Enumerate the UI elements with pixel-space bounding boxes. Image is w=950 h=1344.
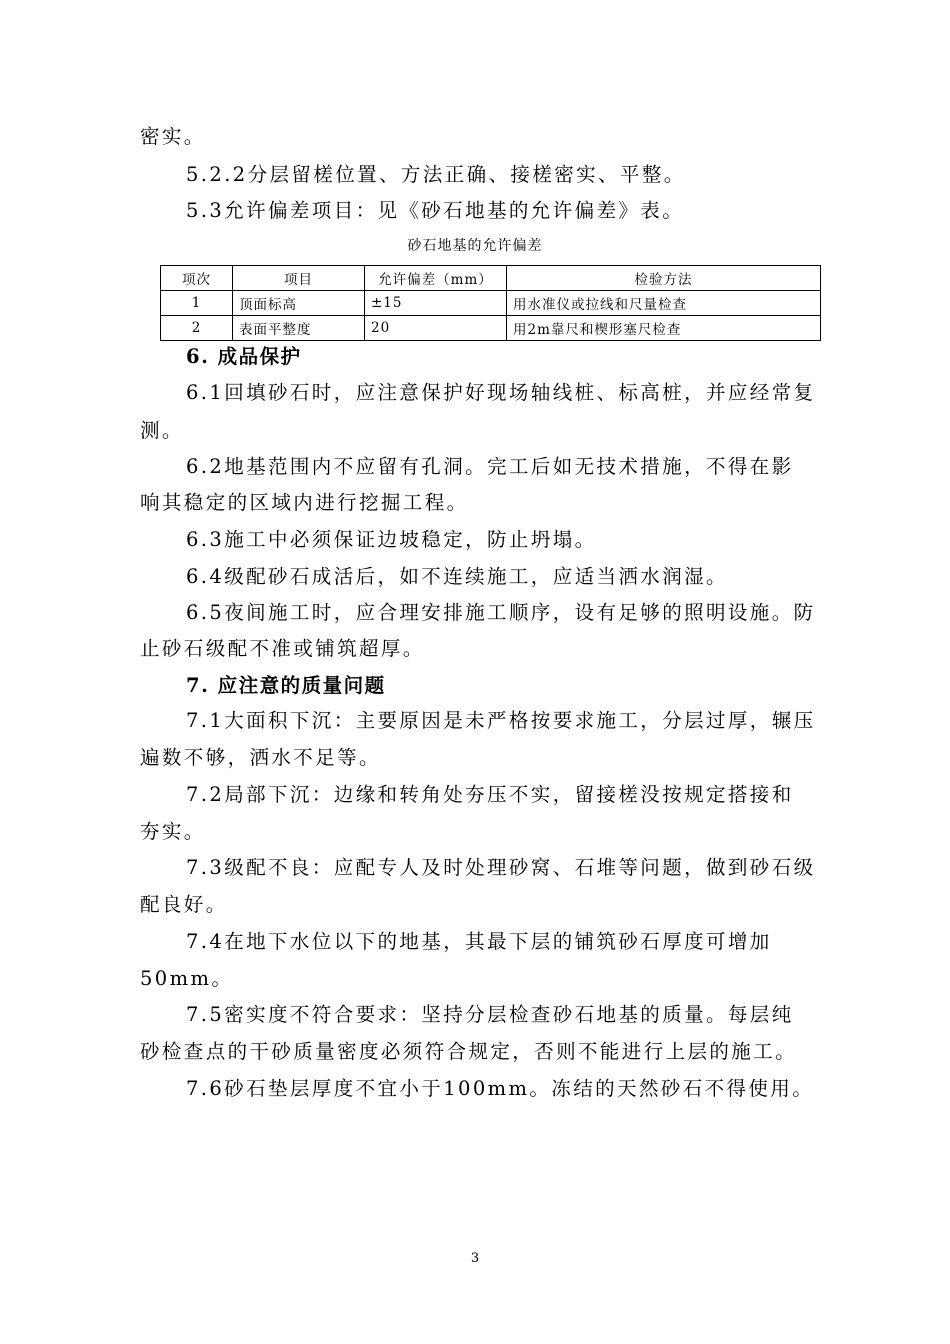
table-cell: 1 <box>161 291 233 316</box>
page-number: 3 <box>470 1251 480 1266</box>
paragraph-line: 7.2局部下沉：边缘和转角处夯压不实，留接槎没按规定搭接和 <box>186 783 794 806</box>
paragraph-line: 7.3级配不良：应配专人及时处理砂窝、石堆等问题，做到砂石级 <box>186 856 816 879</box>
paragraph-line: 砂检查点的干砂质量密度必须符合规定，否则不能进行上层的施工。 <box>140 1040 798 1063</box>
table-cell: ±15 <box>365 291 507 316</box>
paragraph-line: 5.3允许偏差项目：见《砂石地基的允许偏差》表。 <box>186 199 685 222</box>
paragraph-line: 6.1回填砂石时，应注意保护好现场轴线桩、标高桩，并应经常复 <box>186 381 816 404</box>
table-row <box>161 291 821 316</box>
table-cell: 用2m靠尺和楔形塞尺检查 <box>507 316 821 341</box>
paragraph-line: 50mm。 <box>140 967 234 990</box>
paragraph-line: 6.5夜间施工时，应合理安排施工顺序，设有足够的照明设施。防 <box>186 601 816 624</box>
table-cell: 2 <box>161 316 233 341</box>
paragraph-line: 5.2.2分层留槎位置、方法正确、接槎密实、平整。 <box>186 163 686 186</box>
table-row <box>161 316 821 341</box>
paragraph-line: 6.2地基范围内不应留有孔洞。完工后如无技术措施，不得在影 <box>186 455 794 478</box>
paragraph-line: 密实。 <box>140 125 206 148</box>
table-cell: 20 <box>365 316 507 341</box>
paragraph-line: 测。 <box>140 419 184 442</box>
table-caption: 砂石地基的允许偏差 <box>407 238 543 254</box>
section-heading: 6. 成品保护 <box>186 345 302 368</box>
table-header-cell: 允许偏差（mm） <box>365 266 507 291</box>
paragraph-line: 7.5密实度不符合要求：坚持分层检查砂石地基的质量。每层纯 <box>186 1003 794 1026</box>
paragraph-line: 6.4级配砂石成活后，如不连续施工，应适当洒水润湿。 <box>186 565 728 588</box>
paragraph-line: 7.1大面积下沉：主要原因是未严格按要求施工，分层过厚，辗压 <box>186 709 816 732</box>
table-header-cell: 项次 <box>161 266 233 291</box>
table-cell: 顶面标高 <box>233 291 365 316</box>
table-header-cell: 检验方法 <box>507 266 821 291</box>
paragraph-line: 遍数不够，洒水不足等。 <box>140 746 381 769</box>
table-header-cell: 项目 <box>233 266 365 291</box>
paragraph-line: 配良好。 <box>140 893 228 916</box>
paragraph-line: 响其稳定的区域内进行挖掘工程。 <box>140 491 469 514</box>
paragraph-line: 止砂石级配不准或铺筑超厚。 <box>140 637 425 660</box>
table-header-row <box>161 266 821 291</box>
section-heading: 7. 应注意的质量问题 <box>186 674 386 697</box>
tolerance-table <box>160 265 821 341</box>
paragraph-line: 7.4在地下水位以下的地基，其最下层的铺筑砂石厚度可增加 <box>186 930 772 953</box>
table-cell: 用水准仪或拉线和尺量检查 <box>507 291 821 316</box>
paragraph-line: 夯实。 <box>140 820 206 843</box>
paragraph-line: 7.6砂石垫层厚度不宜小于100mm。冻结的天然砂石不得使用。 <box>186 1077 815 1100</box>
paragraph-line: 6.3施工中必须保证边坡稳定，防止坍塌。 <box>186 528 597 551</box>
table-cell: 表面平整度 <box>233 316 365 341</box>
